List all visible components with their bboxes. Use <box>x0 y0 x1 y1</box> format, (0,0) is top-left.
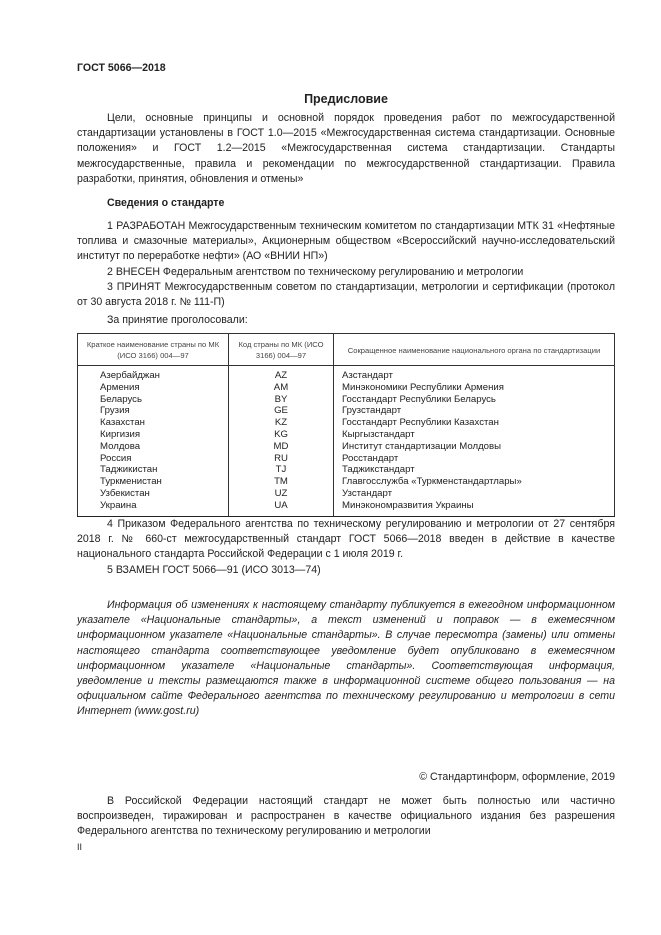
reproduction-paragraph: В Российской Федерации настоящий стандарт не может быть полностью или частично воспроизведен, тиражирован и распространен в качестве официального издания без разрешения Федерального агентства по техническому регулированию и метрологии <box>77 795 615 838</box>
country-name-cell: Молдова <box>78 441 229 453</box>
standard-info-list <box>77 219 615 310</box>
table-row <box>78 366 615 382</box>
intro-paragraph: Цели, основные принципы и основной порядок проведения работ по межгосударственной стандартизации установлены в ГОСТ 1.0—2015 «Межгосударственная система стандартизации. Основные положения» и ГОСТ 1.2—2015 «Межгосударственная система стандартизации. Стандарты межгосударственные, правила и рекомендации по межгосударственной стандартизации. Правила разработки, принятия, обновления и отмены» <box>77 112 615 185</box>
table-row <box>78 417 615 429</box>
country-name-cell: Казахстан <box>78 417 229 429</box>
country-code-cell: AM <box>229 382 334 394</box>
reproduction-notice <box>77 794 615 840</box>
column-header-country: Краткое наименование страны по МК (ИСО 3166) 004—97 <box>78 334 229 366</box>
table-row <box>78 441 615 453</box>
country-code-cell: UA <box>229 500 334 516</box>
country-code-cell: GE <box>229 405 334 417</box>
section-heading: Сведения о стандарте <box>107 197 225 209</box>
table-row <box>78 464 615 476</box>
standards-body-cell: Госстандарт Республики Казахстан <box>334 417 615 429</box>
country-name-cell: Киргизия <box>78 429 229 441</box>
country-code-cell: BY <box>229 394 334 406</box>
standards-body-cell: Росстандарт <box>334 453 615 465</box>
standards-body-cell: Узстандарт <box>334 488 615 500</box>
page-number: II <box>77 842 83 852</box>
country-code-cell: RU <box>229 453 334 465</box>
standards-body-cell: Кыргызстандарт <box>334 429 615 441</box>
amendments-info <box>77 598 615 720</box>
page-title: Предисловие <box>304 92 388 106</box>
table-header-row <box>78 334 615 366</box>
country-code-cell: AZ <box>229 366 334 382</box>
info-item-1: 1 РАЗРАБОТАН Межгосударственным техническим комитетом по стандартизации МТК 31 «Нефтяные топлива и смазочные материалы», Акционерным обществом «Всероссийский научно-исследовательский институт по переработке нефти» (АО «ВНИИ НП») <box>77 220 615 263</box>
standards-body-cell: Главгосслужба «Туркменстандартлары» <box>334 476 615 488</box>
amendments-paragraph: Информация об изменениях к настоящему стандарту публикуется в ежегодном информационном указателе «Национальные стандарты», а текст изменений и поправок — в ежемесячном информационном указателе «Национальные стандарты». В случае пересмотра (замены) или отмены настоящего стандарта соответствующее уведомление будет опубликовано в ежемесячном информационном указателе «Национальные стандарты». Соответствующая информация, уведомление и тексты размещаются также в информационной системе общего пользования — на официальном сайте Федерального агентства по техническому регулированию и метрологии в сети Интернет (www.gost.ru) <box>77 599 615 718</box>
column-header-code: Код страны по МК (ИСО 3166) 004—97 <box>229 334 334 366</box>
voted-label: За принятие проголосовали: <box>107 314 248 326</box>
standards-body-cell: Минэкономразвития Украины <box>334 500 615 516</box>
standards-body-cell: Институт стандартизации Молдовы <box>334 441 615 453</box>
country-name-cell: Азербайджан <box>78 366 229 382</box>
table-row <box>78 488 615 500</box>
table-row <box>78 429 615 441</box>
country-name-cell: Беларусь <box>78 394 229 406</box>
country-code-cell: KG <box>229 429 334 441</box>
info-item-3: 3 ПРИНЯТ Межгосударственным советом по стандартизации, метрологии и сертификации (протокол от 30 августа 2018 г. № 111-П) <box>77 280 615 309</box>
country-code-cell: KZ <box>229 417 334 429</box>
country-code-cell: MD <box>229 441 334 453</box>
info-item-4: 4 Приказом Федерального агентства по техническому регулированию и метрологии от 27 сентября 2018 г. № 660-ст межгосударственный стандарт ГОСТ 5066—2018 введен в действие в качестве национального стандарта Российской Федерации с 1 июля 2019 г. <box>77 518 615 561</box>
standards-body-cell: Азстандарт <box>334 366 615 382</box>
country-name-cell: Таджикистан <box>78 464 229 476</box>
country-code-cell: UZ <box>229 488 334 500</box>
standards-body-cell: Минэкономики Республики Армения <box>334 382 615 394</box>
table-row <box>78 405 615 417</box>
copyright-notice: © Стандартинформ, оформление, 2019 <box>419 771 615 783</box>
info-item-2: 2 ВНЕСЕН Федеральным агентством по техническому регулированию и метрологии <box>107 265 524 278</box>
voting-countries-table <box>77 333 615 517</box>
table-row <box>78 394 615 406</box>
document-id-header: ГОСТ 5066—2018 <box>77 62 166 74</box>
country-name-cell: Украина <box>78 500 229 516</box>
country-code-cell: TM <box>229 476 334 488</box>
table-row <box>78 500 615 516</box>
country-name-cell: Россия <box>78 453 229 465</box>
table-row <box>78 453 615 465</box>
standards-body-cell: Госстандарт Республики Беларусь <box>334 394 615 406</box>
standard-info-list-continued <box>77 517 615 578</box>
country-code-cell: TJ <box>229 464 334 476</box>
country-name-cell: Грузия <box>78 405 229 417</box>
table-row <box>78 476 615 488</box>
standards-body-cell: Таджикстандарт <box>334 464 615 476</box>
column-header-body: Сокращенное наименование национального органа по стандартизации <box>334 334 615 366</box>
info-item-5: 5 ВЗАМЕН ГОСТ 5066—91 (ИСО 3013—74) <box>107 563 321 576</box>
country-name-cell: Узбекистан <box>78 488 229 500</box>
table-row <box>78 382 615 394</box>
standards-body-cell: Грузстандарт <box>334 405 615 417</box>
country-name-cell: Армения <box>78 382 229 394</box>
country-name-cell: Туркменистан <box>78 476 229 488</box>
intro-section <box>77 111 615 187</box>
